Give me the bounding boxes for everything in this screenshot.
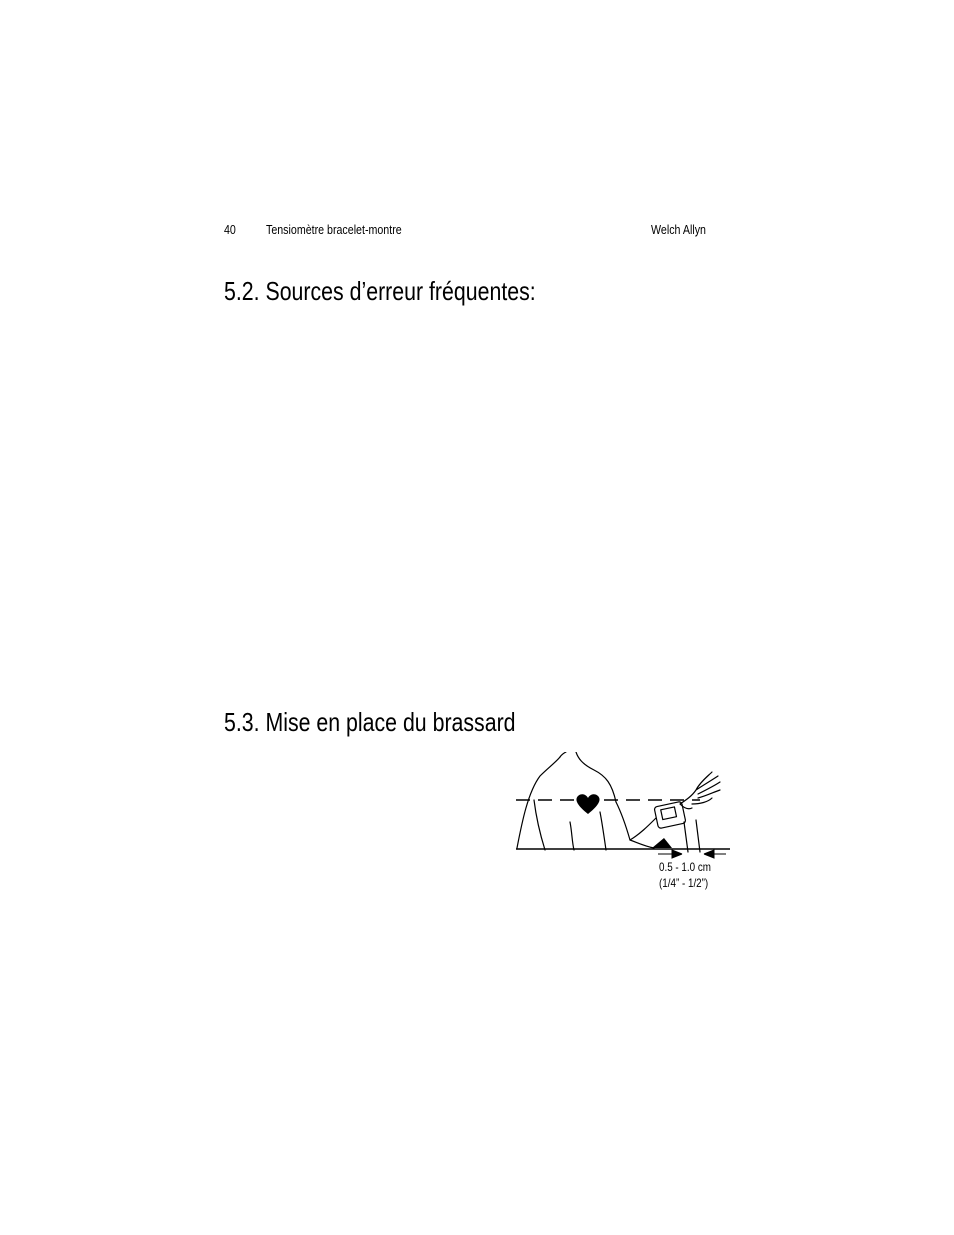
forearm-top <box>616 802 656 840</box>
arrow-right <box>658 850 682 858</box>
distance-label-cm: 0.5 - 1.0 cm <box>659 860 711 874</box>
torso-outline <box>517 757 560 848</box>
brand-name: Welch Allyn <box>651 222 706 237</box>
forearm-bottom <box>630 840 654 848</box>
neck-left <box>560 752 566 757</box>
left-arm-line <box>534 800 545 850</box>
section-heading-5-2: 5.2. Sources d’erreur fréquentes: <box>224 276 536 306</box>
arrow-left <box>704 850 726 858</box>
wrist-support <box>652 838 672 848</box>
hand-outline <box>680 772 720 809</box>
heart-icon <box>576 794 599 814</box>
distance-label-inch: (1/4” - 1/2”) <box>659 876 709 890</box>
page-number: 40 <box>224 222 236 237</box>
distance-mark-left <box>684 822 688 852</box>
right-side <box>600 812 606 850</box>
chest-line <box>570 822 574 850</box>
running-title: Tensiomètre bracelet-montre <box>266 222 402 237</box>
section-heading-5-3: 5.3. Mise en place du brassard <box>224 707 516 737</box>
wrist-monitor-screen <box>661 807 677 820</box>
distance-mark-right <box>696 820 700 852</box>
